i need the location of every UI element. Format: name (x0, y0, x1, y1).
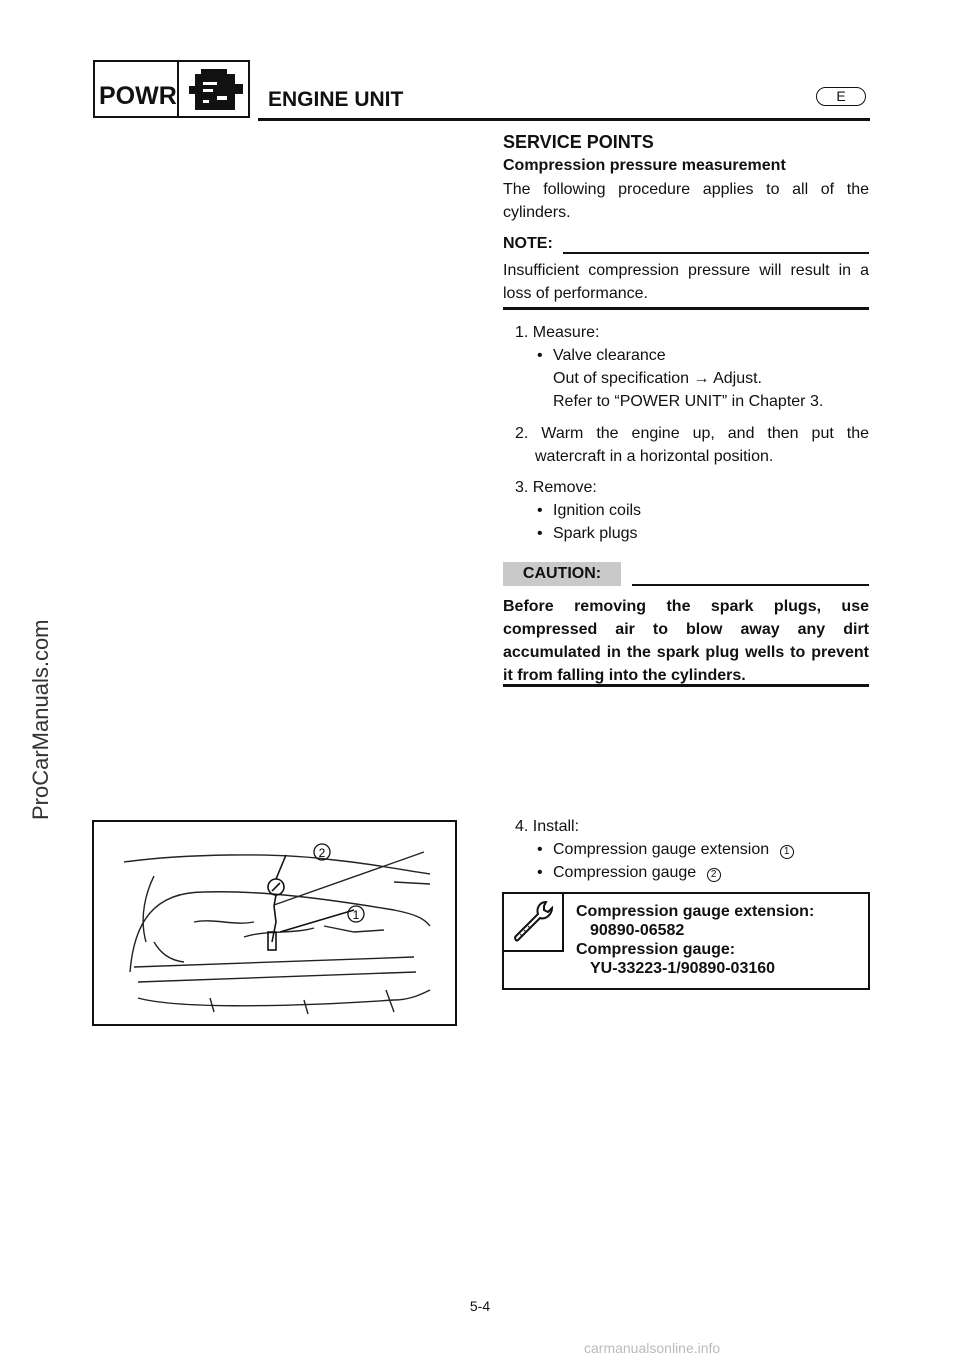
callout-1: 1 (352, 908, 360, 922)
section-heading: SERVICE POINTS (503, 132, 654, 152)
step-3-bullet-text: Spark plugs (553, 525, 638, 542)
caution-text: Before removing the spark plugs, use compressed air to blow away any dirt accumulated in the spark plug wells to prevent it from falling into the cylinders. (503, 598, 869, 684)
spec-line-3: Compression gauge: (576, 941, 736, 958)
step-1-bullet-item (537, 344, 867, 367)
spec-line-1: Compression gauge extension: (576, 903, 815, 920)
side-watermark: ProCarManuals.com (28, 619, 53, 820)
step-4-bullet-text: Compression gauge extension (553, 841, 770, 858)
step-1-line-2: Out of specification → Adjust. (553, 370, 762, 387)
spec-part-number-1: 90890-06582 (590, 922, 685, 939)
caution-label: CAUTION: (503, 562, 621, 586)
bullet-dot: • (537, 525, 543, 542)
footer-watermark: carmanualsonline.info (584, 1340, 721, 1356)
page-number: 5-4 (469, 1298, 491, 1314)
bullet-dot: • (537, 841, 543, 858)
chapter-badge-divider (177, 62, 179, 116)
list-item (537, 499, 867, 522)
list-item (537, 861, 867, 884)
chapter-badge (93, 60, 250, 118)
intro-paragraph: The following procedure applies to all of the cylinders. (503, 181, 869, 221)
bullet-dot: • (537, 347, 543, 364)
step-1-line-3: Refer to “POWER UNIT” in Chapter 3. (553, 393, 824, 410)
special-tool-icon (504, 894, 560, 948)
spec-box (502, 892, 870, 990)
note-header-rule (563, 252, 869, 254)
spec-text (576, 902, 814, 978)
step-3-label: 3. Remove: (515, 479, 597, 496)
spec-icon-cell (504, 894, 564, 952)
list-item (537, 838, 867, 861)
bullet-dot: • (537, 502, 543, 519)
section-title: ENGINE UNIT (268, 88, 404, 111)
spec-part-number-2: YU-33223-1/90890-03160 (590, 960, 776, 977)
note-label: NOTE: (503, 235, 553, 252)
caution-bottom-rule (503, 684, 869, 687)
step-2-line-1: 2. Warm the engine up, and then put the (515, 425, 869, 442)
illustration-frame (92, 820, 457, 1026)
engine-block-icon (187, 66, 247, 116)
note-text: Insufficient compression pressure will result in a loss of performance. (503, 262, 869, 302)
callout-marker: 1 (780, 845, 794, 859)
header-rule (258, 118, 870, 121)
step-1-label: 1. Measure: (515, 324, 600, 341)
bullet-dot: • (537, 864, 543, 881)
note-bottom-rule (503, 307, 869, 310)
list-item (537, 522, 867, 545)
step-2-line-2: watercraft in a horizontal position. (535, 448, 774, 465)
step-3-bullet-text: Ignition coils (553, 502, 642, 519)
callout-marker: 2 (707, 868, 721, 882)
language-badge: E (816, 87, 866, 106)
chapter-code: POWR (99, 82, 177, 110)
step-4-bullet-text: Compression gauge (553, 864, 697, 881)
step-4-label: 4. Install: (515, 818, 580, 835)
step-1-bullet-text: Valve clearance (553, 347, 666, 364)
note-header (503, 235, 869, 259)
compression-gauge-illustration (94, 822, 455, 1024)
subheading: Compression pressure measurement (503, 157, 786, 174)
caution-header-rule (632, 584, 869, 586)
callout-2: 2 (318, 846, 326, 860)
